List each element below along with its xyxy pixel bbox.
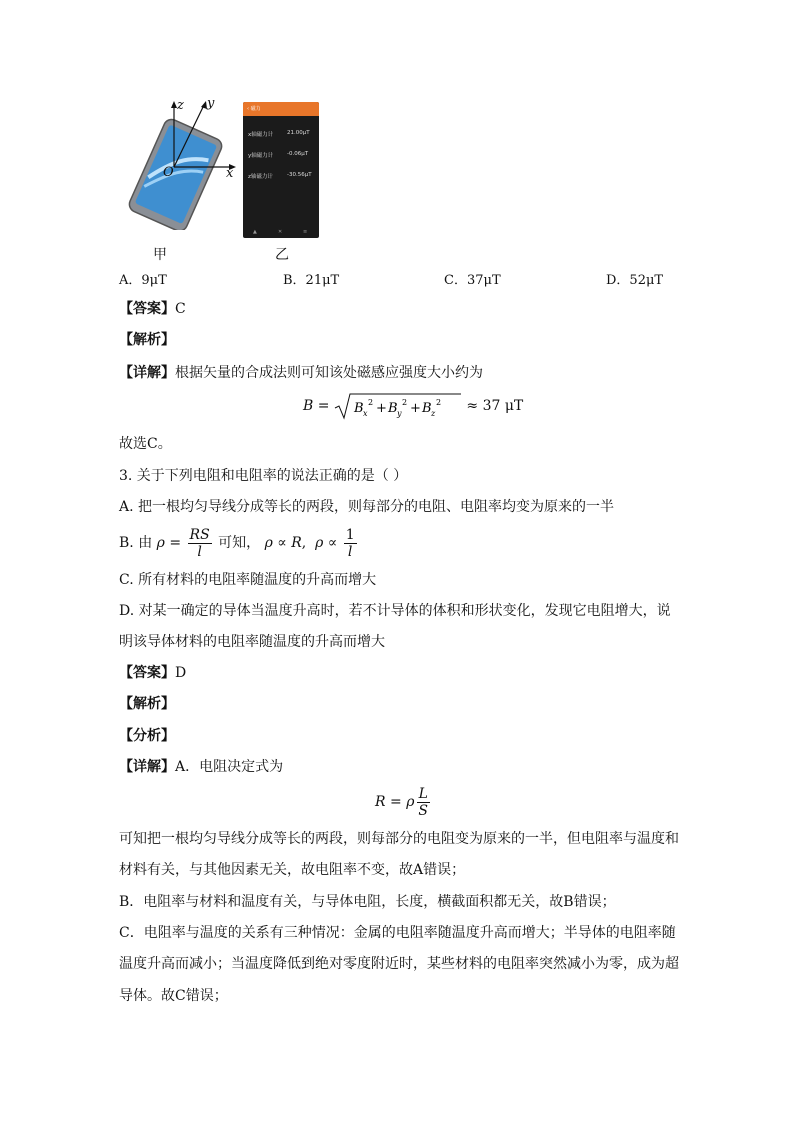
q3-answer: 【答案】D (119, 665, 187, 681)
q2-analysis-label: 【解析】 (119, 332, 175, 348)
magnetometer-screen (243, 102, 319, 238)
q3-para-c-line1: C．电阻率与温度的关系有三种情况：金属的电阻率随温度升高而增大；半导体的电阻率随 (119, 925, 676, 941)
q2-conclusion: 故选C。 (119, 436, 172, 452)
svg-text:+: + (375, 401, 387, 416)
q2-option-b: B．21μT (283, 273, 340, 288)
q2-option-a: A．9μT (119, 273, 167, 288)
row-x-value: 21.00μT (287, 130, 310, 136)
q2-detail: 【详解】根据矢量的合成法则可知该处磁感应强度大小约为 (119, 365, 483, 381)
svg-text:B: B (353, 401, 364, 416)
svg-text:B: B (421, 401, 432, 416)
q2-formula: B = B x 2 + B y 2 + B z 2 ≈ 37 μT (303, 392, 523, 422)
back-icon: ‹ (247, 106, 251, 112)
svg-text:y: y (396, 409, 402, 418)
q2-option-d: D．52μT (606, 273, 664, 288)
svg-text:2: 2 (435, 398, 442, 407)
q2-formula-result: ≈ 37 μT (466, 398, 524, 414)
screen-title-bar: ‹ 磁力 (243, 102, 319, 116)
axis-x-label: x (226, 166, 234, 181)
svg-text:2: 2 (367, 398, 374, 407)
svg-text:B: B (387, 401, 398, 416)
row-y-label: y轴磁力计 (248, 153, 274, 159)
row-z-value: -30.56μT (287, 172, 312, 178)
row-y-value: -0.06μT (287, 151, 309, 157)
row-z-label: z轴磁力计 (248, 174, 273, 180)
origin-label: O (163, 165, 174, 180)
q3-para-c-line3: 导体。故C错误； (119, 988, 228, 1004)
axis-z-label: z (177, 98, 184, 113)
q3-para-c-line2: 温度升高而减小；当温度降低到绝对零度附近时，某些材料的电阻率突然减小为零，成为超 (119, 956, 679, 972)
q3-stem: 3. 关于下列电阻和电阻率的说法正确的是（ ） (119, 468, 408, 484)
q3-fenxi-label: 【分析】 (119, 728, 175, 744)
nav-home-icon: ▲ (253, 229, 257, 235)
svg-text:x: x (362, 409, 368, 418)
q2-answer: 【答案】C (119, 301, 186, 317)
q3-option-d-line1: D. 对某一确定的导体当温度升高时，若不计导体的体积和形状变化，发现它电阻增大，说 (119, 603, 671, 619)
svg-text:+: + (409, 401, 421, 416)
q3-resistance-formula: R = ρ $\frac{L}{S}$ (375, 785, 429, 819)
nav-tools-icon: ✕ (278, 229, 283, 235)
nav-menu-icon: ≡ (303, 229, 308, 235)
figure-label-jia: 甲 (153, 247, 167, 263)
row-x-label: x轴磁力计 (248, 132, 274, 138)
axis-y-label: y (207, 96, 215, 111)
figure-label-yi: 乙 (275, 247, 289, 263)
q3-option-d-line2: 明该导体材料的电阻率随温度的升高而增大 (119, 634, 385, 650)
q3-para1-line1: 可知把一根均匀导线分成等长的两段，则每部分的电阻变为原来的一半，但电阻率与温度和 (119, 831, 679, 847)
svg-text:2: 2 (401, 398, 408, 407)
q3-option-b: B. 由 ρ = $\frac{RS}{l}$ 可知， ρ ∝ R, ρ ∝ $\frac{1}{l}$ (119, 526, 355, 560)
q3-option-c: C. 所有材料的电阻率随温度的升高而增大 (119, 572, 377, 588)
q3-detail-a: 【详解】A．电阻决定式为 (119, 759, 284, 775)
svg-text:z: z (430, 409, 436, 418)
phone-axes-figure (118, 95, 243, 230)
q2-option-c: C．37μT (444, 273, 501, 288)
q3-analysis-label: 【解析】 (119, 696, 175, 712)
q3-option-a: A. 把一根均匀导线分成等长的两段，则每部分的电阻、电阻率均变为原来的一半 (119, 499, 615, 515)
q3-para-b: B．电阻率与材料和温度有关，与导体电阻，长度，横截面积都无关，故B错误； (119, 894, 616, 910)
q3-para1-line2: 材料有关，与其他因素无关，故电阻率不变，故A错误； (119, 862, 466, 878)
